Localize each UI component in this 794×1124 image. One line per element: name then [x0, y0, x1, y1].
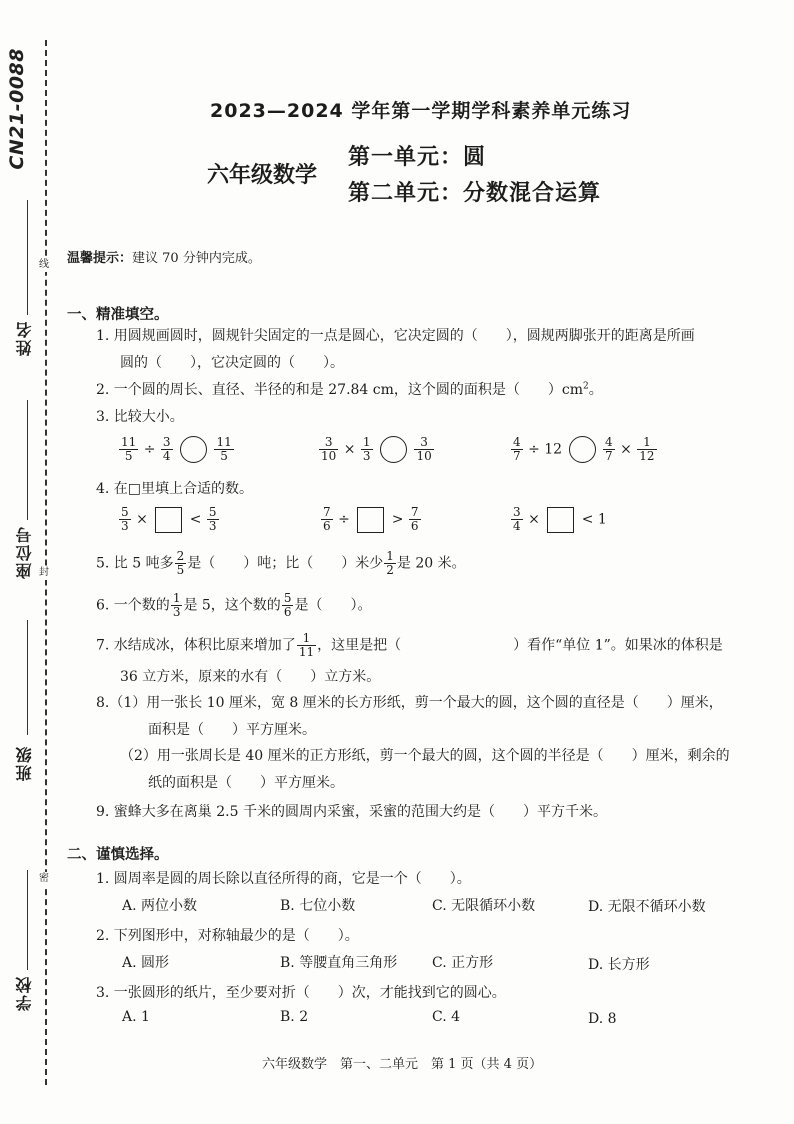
- unit-two-title: 第二单元：分数混合运算: [348, 181, 602, 206]
- fraction: $\frac{5}{3}$: [121, 505, 129, 533]
- exam-title: 2023—2024 学年第一学期学科素养单元练习: [210, 100, 632, 122]
- fraction: $\frac{5}{6}$: [283, 591, 292, 619]
- question-1-8-1-line2: 面积是（ ）平方厘米。: [148, 722, 316, 738]
- option-2-3-a[interactable]: A. 1: [122, 1009, 150, 1025]
- tip-text: 建议 70 分钟内完成。: [132, 251, 261, 266]
- question-1-9: 9. 蜜蜂大多在离巢 2.5 千米的圆周内采蜜，采蜜的范围大约是（ ）平方千米。: [96, 804, 607, 820]
- answer-box[interactable]: [547, 507, 574, 533]
- question-1-8-1-line1: 8.（1）用一张长 10 厘米，宽 8 厘米的长方形纸，剪一个最大的圆，这个圆的直径是（ ）厘米，: [96, 695, 723, 711]
- question-1-5: 5. 比 5 吨多 $\frac{2}{5}$ 是（ ）吨；比（ ）米少 $\frac{1}{2}$ 是 20 米。: [96, 549, 466, 577]
- answer-box[interactable]: [357, 507, 384, 533]
- option-2-1-a[interactable]: A. 两位小数: [122, 898, 198, 914]
- binding-strip: [0, 0, 70, 1124]
- section-two-heading: 二、谨慎选择。: [67, 847, 169, 863]
- question-1-1-line2: 圆的（ ），它决定圆的（ ）。: [120, 355, 344, 371]
- seal-mark-xian: 线: [39, 259, 49, 270]
- answer-box[interactable]: [155, 507, 182, 533]
- seal-mark-feng: 封: [39, 567, 49, 578]
- fraction: $\frac{1}{2}$: [386, 549, 394, 577]
- class-line: [27, 620, 28, 735]
- school-line: [27, 870, 28, 970]
- question-2-2: 2. 下列图形中，对称轴最少的是（ ）。: [96, 928, 359, 944]
- page-footer: 六年级数学 第一、二单元 第 1 页（共 4 页）: [262, 1057, 543, 1072]
- fraction: $\frac{3}{10}$: [416, 435, 432, 463]
- question-2-3: 3. 一张圆形的纸片，至少要对折（ ）次，才能找到它的圆心。: [96, 985, 506, 1001]
- seat-line: [27, 400, 28, 520]
- question-1-6: 6. 一个数的 $\frac{1}{3}$ 是 5，这个数的 $\frac{5}{6}$ 是（ ）。: [96, 591, 372, 619]
- class-label: 班级: [15, 745, 34, 781]
- option-2-3-c[interactable]: C. 4: [432, 1009, 461, 1025]
- fraction: $\frac{1}{11}$: [298, 631, 315, 659]
- fraction: $\frac{1}{3}$: [172, 591, 181, 619]
- option-2-3-d[interactable]: D. 8: [588, 1011, 617, 1027]
- question-1-2: [96, 379, 603, 399]
- fraction: $\frac{2}{5}$: [176, 549, 185, 577]
- option-2-1-d[interactable]: D. 无限不循环小数: [588, 899, 706, 915]
- answer-circle[interactable]: [569, 436, 596, 463]
- fraction: $\frac{7}{6}$: [410, 505, 419, 533]
- subject-title: 六年级数学: [207, 163, 318, 188]
- question-1-4: 4. 在□里填上合适的数。: [96, 481, 254, 497]
- tip-label: 温馨提示：: [67, 251, 133, 266]
- option-2-1-b[interactable]: B. 七位小数: [280, 898, 356, 914]
- question-2-1: 1. 圆周率是圆的周长除以直径所得的商，它是一个（ ）。: [96, 871, 471, 887]
- question-1-8-2-line2: 纸的面积是（ ）平方厘米。: [148, 775, 344, 791]
- option-2-2-a[interactable]: A. 圆形: [122, 955, 170, 971]
- fraction: $\frac{3}{4}$: [513, 505, 521, 533]
- name-label: 姓名: [15, 320, 34, 356]
- fraction: $\frac{3}{4}$: [162, 435, 171, 463]
- option-2-2-b[interactable]: B. 等腰直角三角形: [280, 955, 398, 971]
- fraction: $\frac{1}{12}$: [639, 435, 655, 463]
- compare-item-3: $\frac{4}{7}$ ÷ 12 $\frac{4}{7}$ × $\frac{1}{12}$: [513, 435, 655, 463]
- fraction: $\frac{7}{6}$: [323, 505, 331, 533]
- option-2-2-c[interactable]: C. 正方形: [432, 955, 494, 971]
- option-2-2-d[interactable]: D. 长方形: [588, 957, 650, 973]
- fraction: $\frac{5}{3}$: [208, 505, 217, 533]
- cut-line: [45, 40, 47, 1085]
- school-label: 学校: [15, 975, 34, 1011]
- fill-item-2: $\frac{7}{6}$ ÷ > $\frac{7}{6}$: [323, 505, 419, 533]
- fraction: $\frac{11}{5}$: [216, 435, 232, 463]
- tip-line: [67, 247, 261, 266]
- fill-item-3: $\frac{3}{4}$ × < 1: [513, 505, 607, 533]
- option-2-3-b[interactable]: B. 2: [280, 1009, 309, 1025]
- fraction: $\frac{4}{7}$: [513, 435, 521, 463]
- question-1-3: 3. 比较大小。: [96, 409, 184, 425]
- compare-item-2: $\frac{3}{10}$ × $\frac{1}{3}$ $\frac{3}{10}$: [321, 435, 432, 463]
- name-line: [27, 200, 28, 315]
- section-one-heading: 一、精准填空。: [67, 307, 169, 323]
- question-1-7-line2: 36 立方米，原来的水有（ ）立方米。: [120, 669, 381, 685]
- question-1-8-2-line1: （2）用一张周长是 40 厘米的正方形纸，剪一个最大的圆，这个圆的半径是（ ）厘米，剩余的: [120, 748, 730, 764]
- question-1-2-superscript: 2: [583, 381, 589, 392]
- answer-circle[interactable]: [180, 436, 207, 463]
- fraction: $\frac{3}{10}$: [321, 435, 337, 463]
- compare-item-1: $\frac{11}{5}$ ÷ $\frac{3}{4}$ $\frac{11}{5}$: [121, 435, 232, 463]
- seal-mark-mi: 密: [39, 873, 49, 884]
- fraction: $\frac{4}{7}$: [605, 435, 613, 463]
- fraction: $\frac{1}{3}$: [362, 435, 371, 463]
- fill-item-1: $\frac{5}{3}$ × < $\frac{5}{3}$: [121, 505, 217, 533]
- question-1-1-line1: 1. 用圆规画圆时，圆规针尖固定的一点是圆心，它决定圆的（ ），圆规两脚张开的距离是所画: [96, 328, 695, 344]
- fraction: $\frac{11}{5}$: [121, 435, 137, 463]
- seat-label: 座位号: [15, 525, 34, 579]
- unit-one-title: 第一单元：圆: [348, 145, 487, 170]
- question-1-7-line1: 7. 水结成冰，体积比原来增加了 $\frac{1}{11}$ ，这里是把（ ）看作“单位 1”。如果冰的体积是: [96, 631, 723, 659]
- question-1-2-text: 2. 一个圆的周长、直径、半径的和是 27.84 cm，这个圆的面积是（ ）cm: [96, 382, 584, 398]
- option-2-1-c[interactable]: C. 无限循环小数: [432, 898, 536, 914]
- question-1-2-end: 。: [588, 382, 603, 398]
- paper-code: CN21-0088: [6, 48, 28, 170]
- answer-circle[interactable]: [380, 436, 407, 463]
